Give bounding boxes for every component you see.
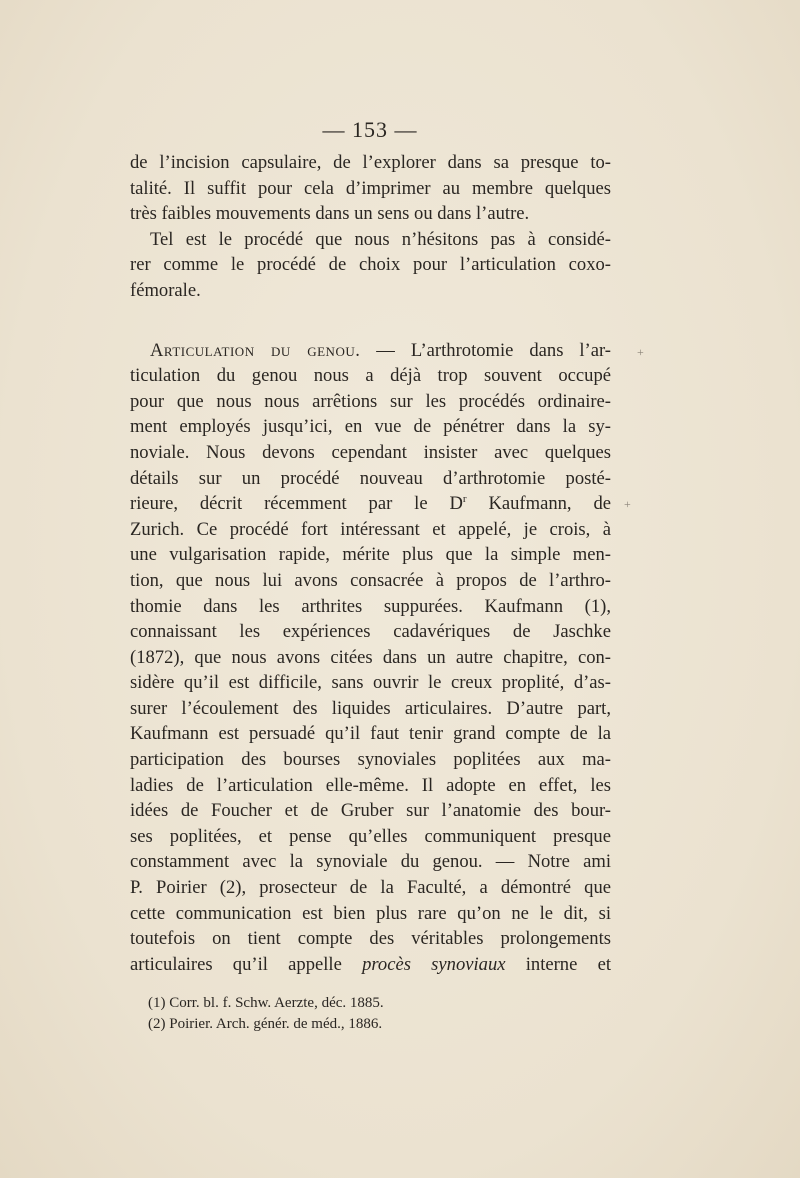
text-line: de l’incision capsulaire, de l’explorer dans sa presque to- bbox=[130, 152, 611, 173]
text-line: très faibles mouvements dans un sens ou dans l’autre. bbox=[130, 203, 530, 225]
text-line: Zurich. Ce procédé fort intéressant et appelé, je crois, à bbox=[130, 518, 611, 540]
text-line bbox=[130, 338, 611, 364]
text-line: détails sur un procédé nouveau d’arthrotomie posté- bbox=[130, 467, 611, 489]
text-run: interne et bbox=[505, 953, 611, 975]
text-run: — L’arthrotomie dans l’ar- bbox=[360, 339, 611, 361]
italic-term: procès synoviaux bbox=[362, 953, 506, 975]
section-gap bbox=[130, 304, 611, 338]
text-line: tion, que nous lui avons consacrée à propos de l’arthro- bbox=[130, 569, 611, 591]
paper-speck: + bbox=[624, 497, 631, 511]
text-line: ment employés jusqu’ici, en vue de pénétrer dans la sy- bbox=[130, 416, 611, 438]
text-line bbox=[130, 491, 611, 517]
text-line: thomie dans les arthrites suppurées. Kaufmann (1), bbox=[130, 595, 611, 617]
paragraph-1 bbox=[130, 150, 611, 227]
text-line: une vulgarisation rapide, mérite plus que la simple men- bbox=[130, 544, 611, 566]
footnote-1: (1) Corr. bl. f. Schw. Aerzte, déc. 1885. bbox=[148, 995, 384, 1011]
text-line: P. Poirier (2), prosecteur de la Faculté, a démontré que bbox=[130, 877, 611, 899]
text-line: rer comme le procédé de choix pour l’articulation coxo- bbox=[130, 254, 611, 276]
text-line: (1872), que nous avons citées dans un autre chapitre, con- bbox=[130, 646, 611, 668]
text-line: surer l’écoulement des liquides articulaires. D’autre part, bbox=[130, 697, 611, 719]
text-line: participation des bourses synoviales poplitées aux ma- bbox=[130, 749, 611, 771]
page-number: — 153 — bbox=[322, 117, 418, 142]
text-line: idées de Foucher et de Gruber sur l’anatomie des bour- bbox=[130, 800, 611, 822]
text-line: fémorale. bbox=[130, 279, 201, 301]
text-run: articulaires qu’il appelle bbox=[130, 953, 363, 975]
text-line: Kaufmann est persuadé qu’il faut tenir grand compte de la bbox=[130, 723, 611, 745]
text-line bbox=[130, 952, 611, 978]
text-run: rieure, décrit récemment par le D bbox=[130, 493, 463, 515]
section-heading: Articulation du genou. bbox=[150, 339, 361, 361]
text-line: pour que nous nous arrêtions sur les procédés ordinaire- bbox=[130, 390, 611, 412]
paragraph-2 bbox=[130, 227, 611, 304]
text-line: ladies de l’articulation elle-même. Il adopte en effet, les bbox=[130, 774, 611, 796]
text-run: Kaufmann, de bbox=[466, 493, 611, 515]
text-line: connaissant les expériences cadavériques de Jaschke bbox=[130, 621, 611, 643]
footnotes bbox=[148, 993, 548, 1035]
text-line: toutefois on tient compte des véritables prolongements bbox=[130, 928, 611, 950]
superscript: r bbox=[462, 492, 467, 505]
paper-speck: + bbox=[637, 345, 644, 359]
text-line: talité. Il suffit pour cela d’imprimer au membre quelques bbox=[130, 177, 611, 199]
paragraph-3 bbox=[130, 338, 611, 978]
text-line: constamment avec la synoviale du genou. — Notre ami bbox=[130, 851, 611, 873]
text-line: cette communication est bien plus rare qu’on ne le dit, si bbox=[130, 902, 611, 924]
text-line: ticulation du genou nous a déjà trop souvent occupé bbox=[130, 365, 611, 387]
footnote-2: (2) Poirier. Arch. génér. de méd., 1886. bbox=[148, 1016, 383, 1032]
text-line: ses poplitées, et pense qu’elles communiquent presque bbox=[130, 825, 611, 847]
body-text bbox=[130, 150, 611, 977]
text-line: sidère qu’il est difficile, sans ouvrir le creux proplité, d’as- bbox=[130, 672, 611, 694]
text-line: noviale. Nous devons cependant insister avec quelques bbox=[130, 441, 611, 463]
text-line: Tel est le procédé que nous n’hésitons pas à considé- bbox=[150, 228, 611, 250]
